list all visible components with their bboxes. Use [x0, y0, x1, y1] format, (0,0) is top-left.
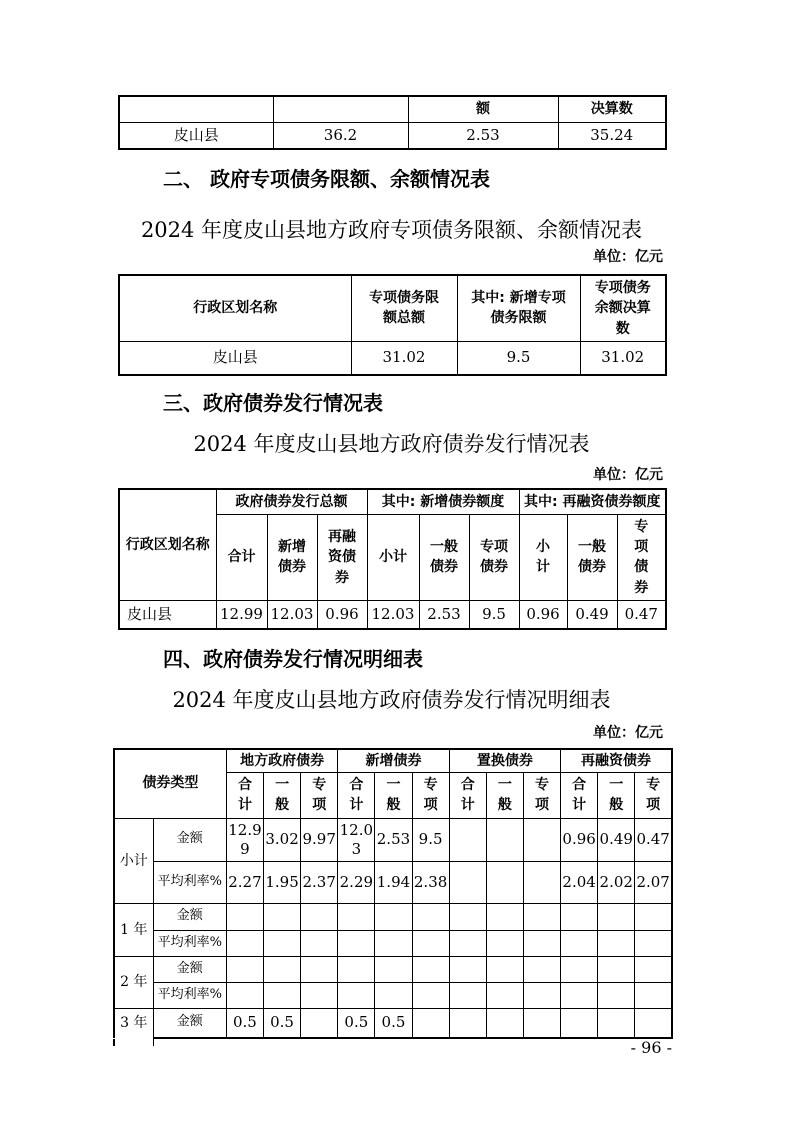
section4-unit-label: 单位：亿元 — [593, 724, 663, 741]
header-cell: 一般 — [598, 773, 635, 819]
table-header-row — [119, 96, 666, 122]
bond-issuance-table — [118, 488, 667, 629]
header-cell: 专项 — [412, 773, 449, 819]
header-cell: 专项 — [523, 773, 560, 819]
cell — [449, 903, 486, 930]
cell — [375, 930, 412, 956]
cell — [449, 1008, 486, 1038]
section2-heading: 二、 政府专项债务限额、余额情况表 — [163, 167, 490, 191]
special-debt-limit-table — [118, 274, 667, 376]
cell: 0.96 — [561, 818, 598, 861]
cell — [635, 930, 672, 956]
cell: 12.03 — [267, 601, 317, 629]
cell — [635, 956, 672, 982]
header-cell: 再融资债券 — [317, 514, 367, 600]
header-cell: 合计 — [338, 773, 375, 819]
cell: 9.97 — [301, 818, 338, 861]
cell: 0.49 — [567, 601, 617, 629]
cell — [486, 956, 523, 982]
section2-subtitle: 2024 年度皮山县地方政府专项债务限额、余额情况表 — [140, 218, 643, 242]
cell: 2.27 — [226, 861, 263, 903]
cell — [561, 982, 598, 1008]
cell — [598, 982, 635, 1008]
group-header-cell: 其中: 新增债券额度 — [367, 489, 519, 514]
header-cell: 一般债券 — [567, 514, 617, 600]
cell — [264, 930, 301, 956]
header-cell: 一般 — [375, 773, 412, 819]
cell: 12.03 — [367, 601, 419, 629]
cell — [523, 1008, 560, 1038]
cell — [449, 982, 486, 1008]
cell — [561, 930, 598, 956]
header-cell: 额 — [408, 96, 558, 122]
group-header-cell: 再融资债券 — [561, 749, 672, 773]
cell: 31.02 — [351, 341, 457, 375]
cell: 12.03 — [338, 818, 375, 861]
cell — [561, 956, 598, 982]
cell — [561, 903, 598, 930]
cell-row-label: 2 年 — [114, 956, 153, 1008]
cell — [412, 982, 449, 1008]
cell: 0.96 — [317, 601, 367, 629]
cell — [301, 930, 338, 956]
cell — [301, 903, 338, 930]
group-header-cell: 政府债券发行总额 — [216, 489, 367, 514]
cell — [375, 982, 412, 1008]
bond-detail-table — [113, 748, 673, 1040]
cell — [338, 930, 375, 956]
cell: 12.99 — [226, 818, 263, 861]
cell — [635, 903, 672, 930]
cell — [264, 903, 301, 930]
cell — [523, 818, 560, 861]
section3-unit-label: 单位：亿元 — [593, 467, 663, 484]
group-header-cell: 新增债券 — [338, 749, 449, 773]
bond-detail-table-wrap — [113, 748, 673, 1040]
table-row — [114, 818, 672, 861]
cell — [412, 956, 449, 982]
cell: 2.37 — [301, 861, 338, 903]
cell-row-label: 1 年 — [114, 903, 153, 956]
table-row — [119, 341, 666, 375]
cell — [226, 982, 263, 1008]
cell — [598, 1008, 635, 1038]
header-cell: 其中: 新增专项债务限额 — [457, 275, 580, 341]
header-cell: 债券类型 — [114, 749, 226, 819]
cell — [486, 903, 523, 930]
cell — [635, 1008, 672, 1038]
cell-row-label: 小计 — [114, 818, 153, 903]
cell — [598, 956, 635, 982]
group-header-cell: 地方政府债券 — [226, 749, 337, 773]
cell — [561, 1008, 598, 1038]
cell-metric: 金额 — [153, 1008, 226, 1038]
header-cell: 新增债券 — [267, 514, 317, 600]
cell-metric: 平均利率% — [153, 930, 226, 956]
header-cell — [119, 96, 273, 122]
cell — [375, 956, 412, 982]
table-row — [119, 122, 666, 149]
cell: 36.2 — [273, 122, 408, 149]
cell: 2.29 — [338, 861, 375, 903]
cell: 9.5 — [469, 601, 519, 629]
cell: 0.5 — [264, 1008, 301, 1038]
cell-region: 皮山县 — [119, 601, 216, 629]
cell — [301, 1008, 338, 1038]
cell — [264, 956, 301, 982]
header-cell — [273, 96, 408, 122]
section4-heading: 四、政府债券发行情况明细表 — [163, 646, 423, 671]
cell — [412, 903, 449, 930]
table-row — [114, 930, 672, 956]
header-cell: 合计 — [216, 514, 267, 600]
group-header-cell: 置换债券 — [449, 749, 560, 773]
carryover-debt-table — [118, 95, 667, 150]
cell — [449, 930, 486, 956]
cell: 9.5 — [412, 818, 449, 861]
cell — [486, 930, 523, 956]
table-header-row — [119, 275, 666, 341]
cell — [523, 982, 560, 1008]
page-content — [118, 95, 670, 1039]
section3-subtitle: 2024 年度皮山县地方政府债券发行情况表 — [193, 432, 590, 457]
cell: 0.5 — [375, 1008, 412, 1038]
cell — [226, 903, 263, 930]
cell: 12.99 — [216, 601, 267, 629]
table-row — [119, 601, 666, 629]
cell — [412, 1008, 449, 1038]
group-header-cell: 其中: 再融资债券额度 — [519, 489, 666, 514]
table-row — [114, 982, 672, 1008]
cell-metric: 平均利率% — [153, 982, 226, 1008]
section4-subtitle: 2024 年度皮山县地方政府债券发行情况明细表 — [172, 687, 611, 712]
section3-heading: 三、政府债券发行情况表 — [163, 391, 383, 416]
cell — [523, 903, 560, 930]
cell: 0.47 — [617, 601, 666, 629]
cell — [301, 982, 338, 1008]
table-row — [114, 861, 672, 903]
cell: 1.94 — [375, 861, 412, 903]
section2-unit-label: 单位：亿元 — [593, 249, 663, 265]
header-cell: 合计 — [561, 773, 598, 819]
cell: 0.5 — [226, 1008, 263, 1038]
cell — [412, 930, 449, 956]
cell — [338, 956, 375, 982]
cell — [486, 1008, 523, 1038]
cell: 0.47 — [635, 818, 672, 861]
table-row — [114, 903, 672, 930]
cell-region: 皮山县 — [119, 341, 351, 375]
cell — [301, 956, 338, 982]
cell — [635, 982, 672, 1008]
cell — [338, 903, 375, 930]
table-group-header-row — [114, 749, 672, 773]
cell — [226, 956, 263, 982]
cell — [523, 861, 560, 903]
header-cell: 合计 — [226, 773, 263, 819]
cell — [486, 861, 523, 903]
cell: 0.5 — [338, 1008, 375, 1038]
cell — [449, 818, 486, 861]
header-cell: 专项债务余额决算数 — [580, 275, 666, 341]
header-cell: 专项债券 — [617, 514, 666, 600]
cell — [375, 903, 412, 930]
table-row — [114, 1008, 672, 1038]
cell — [264, 982, 301, 1008]
cell: 2.04 — [561, 861, 598, 903]
header-cell: 专项债券 — [469, 514, 519, 600]
cell: 31.02 — [580, 341, 666, 375]
cell-region: 皮山县 — [119, 122, 273, 149]
cell — [449, 956, 486, 982]
cell — [486, 818, 523, 861]
header-cell: 行政区划名称 — [119, 275, 351, 341]
cell-row-label: 3 年 — [114, 1008, 153, 1038]
cell — [598, 903, 635, 930]
table-continuation-line — [153, 1039, 154, 1046]
cell: 2.07 — [635, 861, 672, 903]
cell: 2.53 — [419, 601, 469, 629]
table-row — [114, 956, 672, 982]
cell — [523, 930, 560, 956]
cell-metric: 平均利率% — [153, 861, 226, 903]
cell-metric: 金额 — [153, 903, 226, 930]
header-cell: 小计 — [367, 514, 419, 600]
header-cell: 行政区划名称 — [119, 489, 216, 600]
cell — [598, 930, 635, 956]
cell-metric: 金额 — [153, 956, 226, 982]
cell: 35.24 — [558, 122, 666, 149]
cell — [226, 930, 263, 956]
cell: 0.49 — [598, 818, 635, 861]
cell: 2.38 — [412, 861, 449, 903]
cell-metric: 金额 — [153, 818, 226, 861]
cell — [486, 982, 523, 1008]
cell: 0.96 — [519, 601, 567, 629]
header-cell: 一般债券 — [419, 514, 469, 600]
cell — [523, 956, 560, 982]
cell — [338, 982, 375, 1008]
cell: 2.53 — [375, 818, 412, 861]
header-cell: 决算数 — [558, 96, 666, 122]
header-cell: 专项 — [301, 773, 338, 819]
header-cell: 专项债务限额总额 — [351, 275, 457, 341]
header-cell: 小计 — [519, 514, 567, 600]
header-cell: 一般 — [486, 773, 523, 819]
header-cell: 专项 — [635, 773, 672, 819]
page-number: - 96 - — [630, 1038, 672, 1057]
header-cell: 合计 — [449, 773, 486, 819]
table-continuation-line — [113, 1039, 115, 1046]
cell: 2.53 — [408, 122, 558, 149]
cell — [449, 861, 486, 903]
cell: 2.02 — [598, 861, 635, 903]
cell: 1.95 — [264, 861, 301, 903]
cell: 3.02 — [264, 818, 301, 861]
cell: 9.5 — [457, 341, 580, 375]
table-group-header-row — [119, 489, 666, 514]
header-cell: 一般 — [264, 773, 301, 819]
